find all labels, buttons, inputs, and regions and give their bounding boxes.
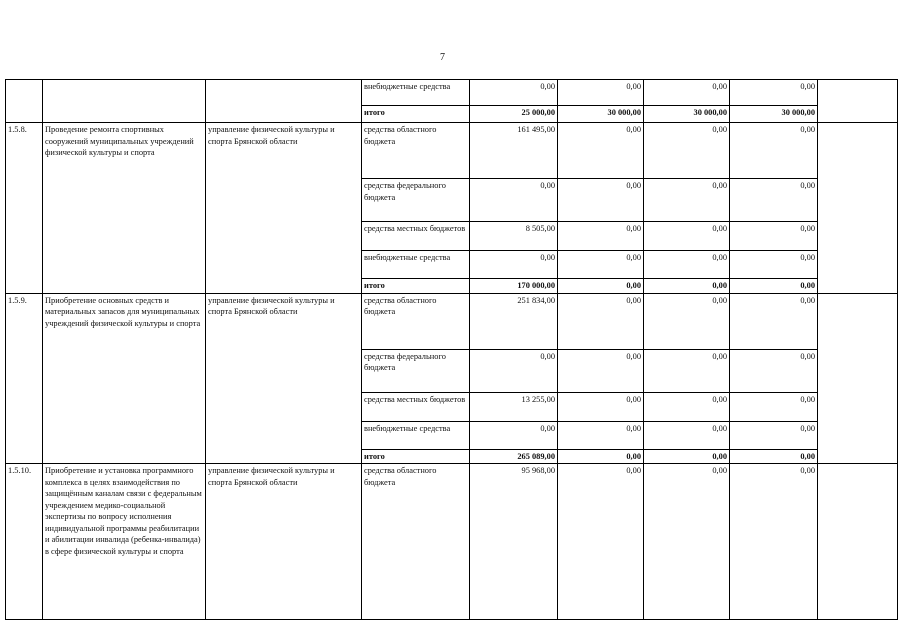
- item-name: Проведение ремонта спортивных сооружений муниципальных учреждений физической культуры и спорта: [43, 123, 206, 294]
- amount-cell: 0,00: [730, 80, 818, 106]
- table-row: [6, 80, 898, 106]
- item-executor: управление физической культуры и спорта Брянской области: [206, 293, 362, 464]
- total-label: итого: [362, 279, 470, 294]
- source-label: средства федерального бюджета: [362, 179, 470, 222]
- note-cell: [818, 293, 898, 464]
- source-label: средства местных бюджетов: [362, 222, 470, 251]
- total-cell: 265 089,00: [470, 449, 558, 464]
- amount-cell: 0,00: [558, 251, 644, 279]
- item-executor: управление физической культуры и спорта Брянской области: [206, 464, 362, 620]
- amount-cell: 0,00: [644, 123, 730, 179]
- amount-cell: 0,00: [470, 80, 558, 106]
- item-name: Приобретение и установка программного комплекса в целях взаимодействия по защищённым каналам связи с федеральным учреждением медико-социальной экспертизы по вопросу исполнения индивидуальной программы реабилитации и абилитации инвалида (ребенка-инвалида) в сфере физической культуры и спорта: [43, 464, 206, 620]
- amount-cell: 0,00: [470, 251, 558, 279]
- amount-cell: 251 834,00: [470, 293, 558, 349]
- total-cell: 25 000,00: [470, 106, 558, 123]
- amount-cell: 0,00: [730, 392, 818, 421]
- amount-cell: 0,00: [730, 123, 818, 179]
- amount-cell: 0,00: [470, 349, 558, 392]
- total-cell: 30 000,00: [730, 106, 818, 123]
- note-cell: [818, 123, 898, 294]
- total-cell: 0,00: [730, 449, 818, 464]
- total-cell: 30 000,00: [558, 106, 644, 123]
- amount-cell: 0,00: [558, 179, 644, 222]
- amount-cell: 0,00: [730, 464, 818, 620]
- source-label: средства областного бюджета: [362, 293, 470, 349]
- amount-cell: 0,00: [558, 293, 644, 349]
- total-cell: 0,00: [730, 279, 818, 294]
- table-row: [6, 293, 898, 349]
- amount-cell: 0,00: [558, 123, 644, 179]
- amount-cell: 0,00: [730, 179, 818, 222]
- amount-cell: 0,00: [558, 349, 644, 392]
- amount-cell: 0,00: [730, 421, 818, 449]
- item-name: Приобретение основных средств и материальных запасов для муниципальных учреждений физической культуры и спорта: [43, 293, 206, 464]
- amount-cell: 0,00: [730, 251, 818, 279]
- table-row: [6, 464, 898, 620]
- amount-cell: 0,00: [730, 349, 818, 392]
- amount-cell: 0,00: [558, 464, 644, 620]
- amount-cell: 0,00: [644, 222, 730, 251]
- amount-cell: 0,00: [470, 421, 558, 449]
- amount-cell: 0,00: [644, 251, 730, 279]
- total-label: итого: [362, 449, 470, 464]
- amount-cell: 13 255,00: [470, 392, 558, 421]
- amount-cell: 95 968,00: [470, 464, 558, 620]
- total-cell: 0,00: [558, 279, 644, 294]
- amount-cell: 0,00: [730, 293, 818, 349]
- amount-cell: 0,00: [644, 293, 730, 349]
- amount-cell: 0,00: [644, 464, 730, 620]
- note-cell: [818, 80, 898, 123]
- item-code: 1.5.9.: [6, 293, 43, 464]
- amount-cell: 0,00: [558, 80, 644, 106]
- amount-cell: 0,00: [644, 392, 730, 421]
- source-label: средства местных бюджетов: [362, 392, 470, 421]
- source-label: средства федерального бюджета: [362, 349, 470, 392]
- amount-cell: 0,00: [558, 421, 644, 449]
- source-label: средства областного бюджета: [362, 464, 470, 620]
- page-number: 7: [440, 52, 445, 63]
- total-cell: 0,00: [644, 279, 730, 294]
- amount-cell: 0,00: [558, 392, 644, 421]
- executor-cell: [206, 80, 362, 123]
- amount-cell: 0,00: [644, 80, 730, 106]
- amount-cell: 0,00: [730, 222, 818, 251]
- item-code: 1.5.8.: [6, 123, 43, 294]
- total-cell: 0,00: [558, 449, 644, 464]
- item-code: 1.5.10.: [6, 464, 43, 620]
- amount-cell: 0,00: [470, 179, 558, 222]
- source-label: внебюджетные средства: [362, 251, 470, 279]
- note-cell: [818, 464, 898, 620]
- amount-cell: 0,00: [644, 349, 730, 392]
- source-label: внебюджетные средства: [362, 421, 470, 449]
- total-cell: 170 000,00: [470, 279, 558, 294]
- total-cell: 0,00: [644, 449, 730, 464]
- total-cell: 30 000,00: [644, 106, 730, 123]
- amount-cell: 8 505,00: [470, 222, 558, 251]
- amount-cell: 0,00: [558, 222, 644, 251]
- source-label: средства областного бюджета: [362, 123, 470, 179]
- total-label: итого: [362, 106, 470, 123]
- source-label: внебюджетные средства: [362, 80, 470, 106]
- table-row: [6, 123, 898, 179]
- amount-cell: 0,00: [644, 179, 730, 222]
- amount-cell: 161 495,00: [470, 123, 558, 179]
- name-cell: [43, 80, 206, 123]
- budget-table: [5, 79, 898, 620]
- item-executor: управление физической культуры и спорта Брянской области: [206, 123, 362, 294]
- amount-cell: 0,00: [644, 421, 730, 449]
- code-cell: [6, 80, 43, 123]
